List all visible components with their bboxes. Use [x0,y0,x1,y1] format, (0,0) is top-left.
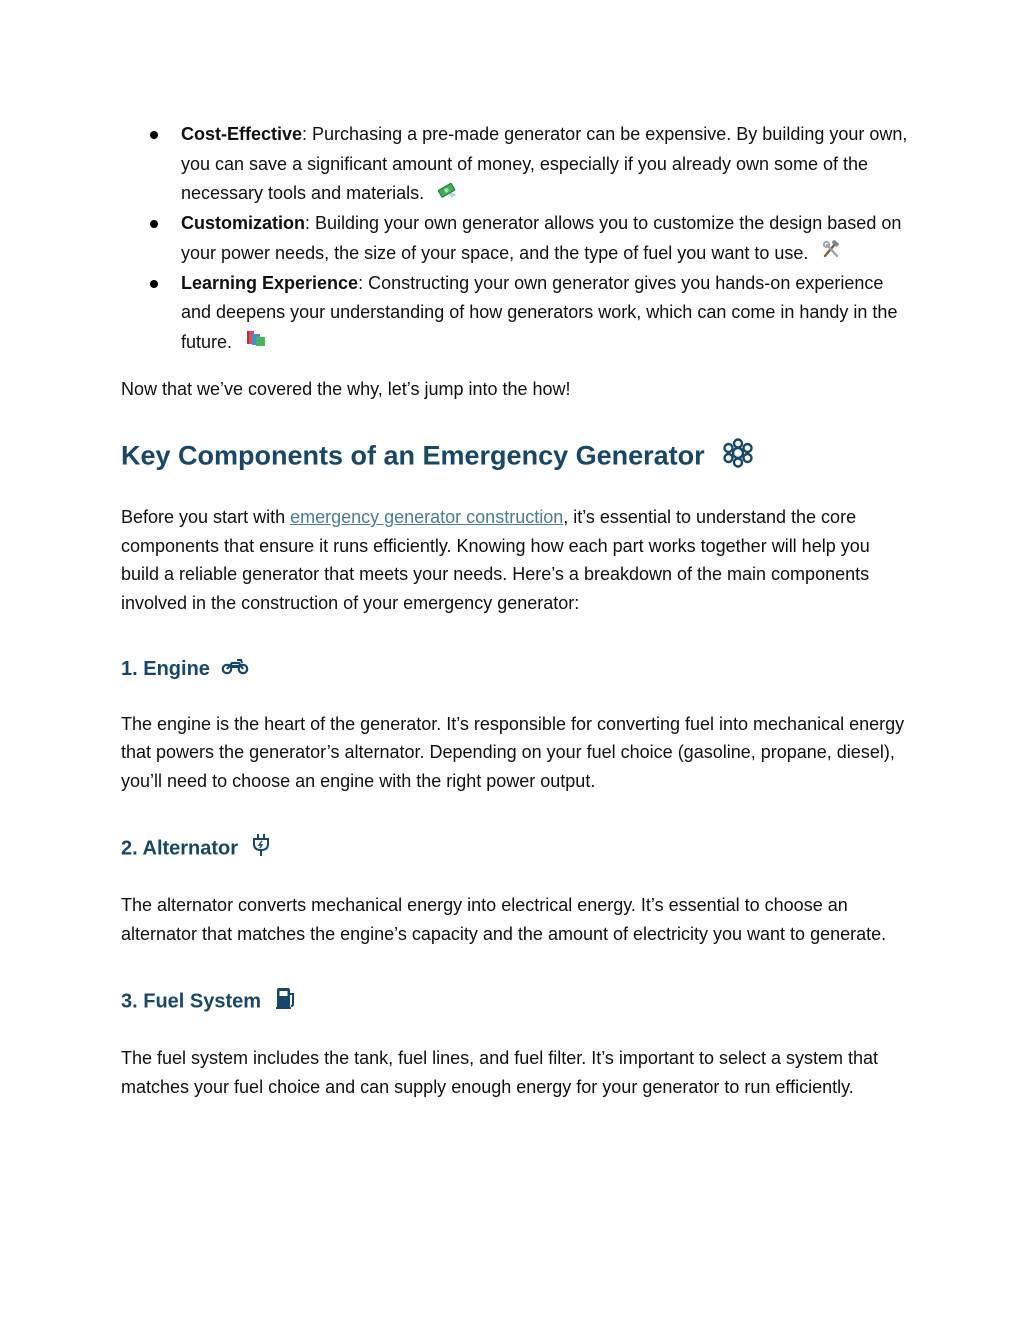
component-body-fuel-system: The fuel system includes the tank, fuel lines, and fuel filter. It’s important to select a system that matches your fuel choice and can supply enough energy for your generator to run efficiently. [121,1048,879,1097]
list-item [121,209,911,269]
section-title [121,437,911,478]
hammer-and-wrench-icon [821,239,841,269]
list-item [121,269,911,358]
list-item [121,120,911,209]
bullet-text: : Building your own generator allows you to customize the design based on your power needs, the size of your space, and the type of fuel you want to use. [181,213,902,263]
intro-text-before: Before you start with [121,507,291,527]
books-icon [245,328,267,358]
transition-paragraph: Now that we’ve covered the why, let’s jump into the how! [121,378,571,399]
section-title-text: Key Components of an Emergency Generator [121,440,705,471]
component-body-engine: The engine is the heart of the generator. It’s responsible for converting fuel into mechanical energy that powers the generator’s alternator. Depending on your fuel choice (gasoline, propane, diesel), you’ll need to choose an engine with the right power output. [121,713,905,791]
component-heading-text: 3. Fuel System [121,990,262,1013]
component-body-alternator: The alternator converts mechanical energy into electrical energy. It’s essential to choose an alternator that matches the engine’s capacity and the amount of electricity you want to generate. [121,895,887,944]
money-with-wings-icon [437,180,457,210]
component-heading-alternator [121,833,911,865]
motorcycle-icon [221,656,249,684]
component-heading-engine [121,655,911,684]
component-heading-fuel-system [121,986,911,1018]
component-heading-text: 1. Engine [121,658,210,680]
electric-plug-icon [252,833,270,865]
bullet-dot [150,280,158,288]
intro-paragraph [121,503,911,617]
component-heading-text: 2. Alternator [121,837,239,860]
bullet-text: : Purchasing a pre-made generator can be expensive. By building your own, you can save a significant amount of money, especially if you already own some of the necessary tools and materials. [181,124,908,203]
bullet-term: Learning Experience [181,272,359,293]
benefits-list [121,120,911,358]
bullet-term: Cost-Effective [181,124,303,144]
bullet-dot [150,131,158,139]
bullet-dot [150,220,158,228]
fuel-pump-icon [275,986,297,1018]
bullet-term: Customization [181,213,305,233]
emergency-generator-construction-link[interactable]: emergency generator construction [290,507,564,527]
page-content [121,120,911,1101]
intro-text-after: , it’s essential to understand the core components that ensure it runs efficiently. Knowing how each part works together will help you build a reliable generator that meets your needs. Here’s a breakdown of the main components involved in the construction of your emergency generator: [121,507,870,613]
bullet-text: : Constructing your own generator gives you hands-on experience and deepens your understanding of how generators work, which can come in handy in the future. [181,272,898,352]
gear-icon [722,437,754,478]
